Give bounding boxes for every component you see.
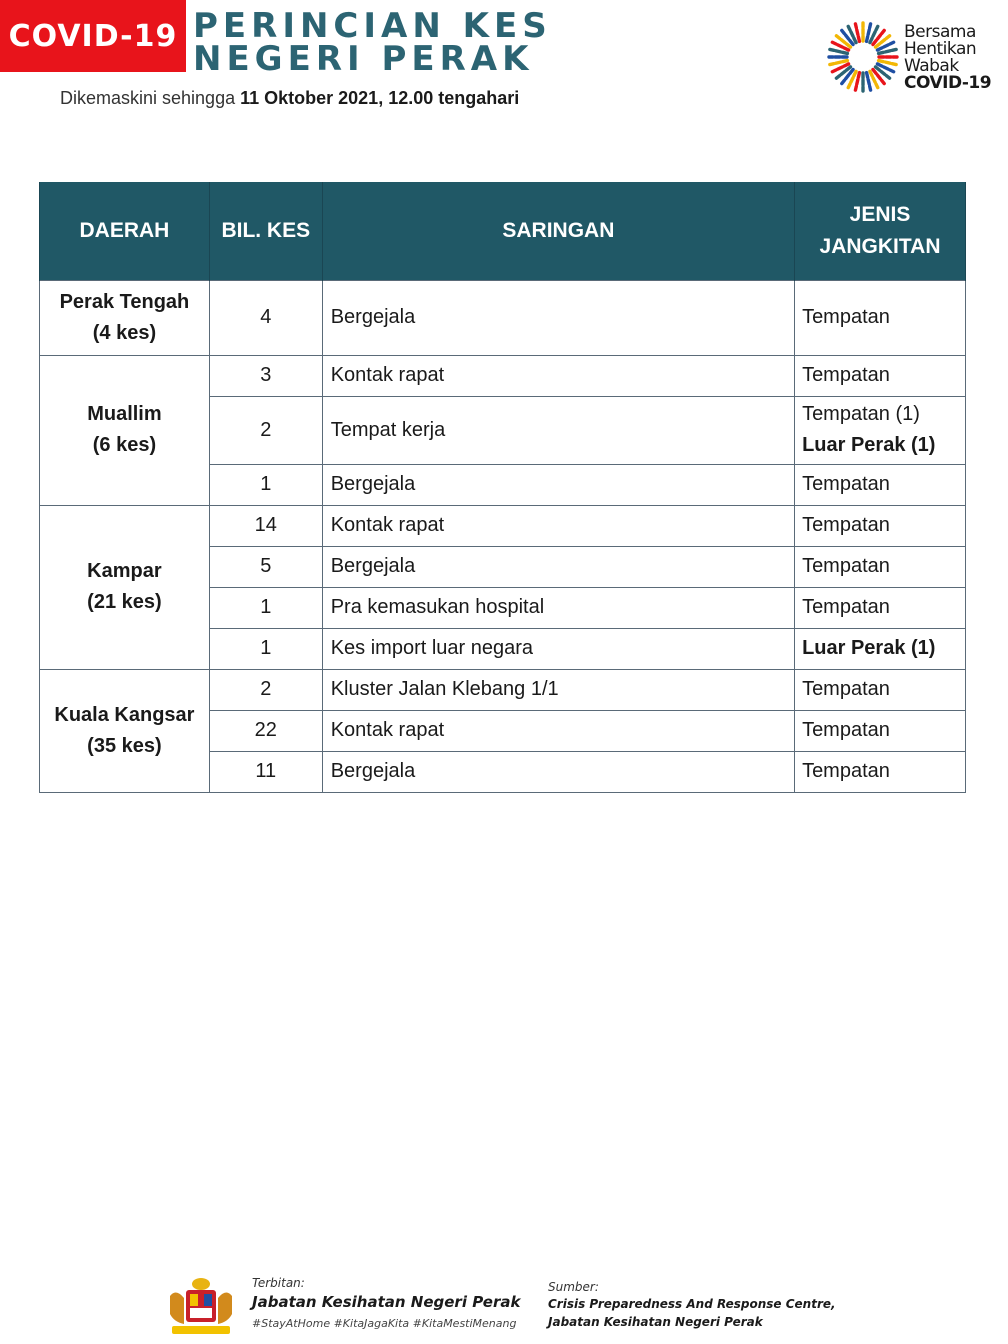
- district-total: (35 kes): [87, 734, 162, 757]
- case-table: [39, 182, 966, 793]
- screening-type: Kontak rapat: [322, 710, 794, 751]
- title-line-1: PERINCIAN KES: [193, 6, 552, 46]
- header-jenis-line-2: JANGKITAN: [819, 234, 941, 258]
- district-name: Muallim: [87, 403, 162, 425]
- district-cell: [40, 355, 210, 505]
- district-total: (6 kes): [92, 434, 157, 456]
- burst-logo-icon: [826, 18, 900, 96]
- district-cell: [40, 505, 210, 669]
- case-count: 1: [209, 587, 322, 628]
- infection-type: Tempatan: [802, 364, 890, 386]
- case-count: 2: [209, 669, 322, 710]
- infection-type: Tempatan: [802, 555, 890, 577]
- case-count: 4: [209, 280, 322, 355]
- table-body: [40, 280, 966, 792]
- page-title: [193, 6, 552, 79]
- infection-type: Tempatan (1): [802, 403, 920, 425]
- infection-type: Tempatan: [802, 473, 890, 495]
- infection-type: Tempatan: [802, 760, 890, 782]
- header-jenis-jangkitan: [795, 182, 966, 280]
- screening-type: Bergejala: [322, 280, 794, 355]
- case-count: 1: [209, 464, 322, 505]
- district-name: Perak Tengah: [59, 290, 190, 313]
- campaign-line-2: Hentikan: [904, 39, 977, 59]
- district-name: Kampar: [87, 560, 162, 582]
- header-daerah: DAERAH: [40, 182, 210, 280]
- table-row: [40, 355, 966, 396]
- infection-type-cell: [795, 587, 966, 628]
- title-line-2: NEGERI PERAK: [193, 39, 534, 79]
- source-label: Sumber:: [548, 1280, 599, 1294]
- case-count: 1: [209, 628, 322, 669]
- header-saringan: SARINGAN: [322, 182, 794, 280]
- update-timestamp: [60, 88, 519, 109]
- table-row: [40, 505, 966, 546]
- infection-type: Tempatan: [802, 678, 890, 700]
- district-name: Kuala Kangsar: [54, 703, 195, 726]
- screening-type: Kontak rapat: [322, 505, 794, 546]
- screening-type: Bergejala: [322, 546, 794, 587]
- campaign-line-3: Wabak: [904, 56, 959, 76]
- screening-type: Tempat kerja: [322, 396, 794, 464]
- table-row: [40, 280, 966, 355]
- district-total: (21 kes): [87, 591, 162, 613]
- screening-type: Kes import luar negara: [322, 628, 794, 669]
- infection-type: Tempatan: [802, 514, 890, 536]
- infection-type-extra: Luar Perak (1): [802, 434, 936, 456]
- screening-type: Bergejala: [322, 751, 794, 792]
- hashtags: #StayAtHome #KitaJagaKita #KitaMestiMenang: [252, 1317, 517, 1330]
- infection-type: Luar Perak (1): [802, 637, 936, 659]
- infection-type-cell: [795, 396, 966, 464]
- case-count: 5: [209, 546, 322, 587]
- screening-type: Pra kemasukan hospital: [322, 587, 794, 628]
- publisher-name: Jabatan Kesihatan Negeri Perak: [252, 1293, 521, 1311]
- district-total: (4 kes): [92, 321, 157, 344]
- campaign-line-1: Bersama: [904, 22, 976, 42]
- infection-type: Tempatan: [802, 719, 890, 741]
- district-cell: [40, 669, 210, 792]
- district-cell: [40, 280, 210, 355]
- header-bil-kes: BIL. KES: [209, 182, 322, 280]
- updated-prefix: Dikemaskini sehingga: [60, 88, 236, 108]
- infection-type-cell: [795, 505, 966, 546]
- coat-of-arms-icon: [162, 1276, 240, 1338]
- infection-type-cell: [795, 464, 966, 505]
- infection-type: Tempatan: [802, 596, 890, 618]
- table-row: [40, 669, 966, 710]
- source-line-2: Jabatan Kesihatan Negeri Perak: [548, 1315, 763, 1329]
- footer-publisher: [252, 1276, 520, 1330]
- case-count: 11: [209, 751, 322, 792]
- footer-source: [548, 1280, 836, 1330]
- infection-type-cell: [795, 751, 966, 792]
- screening-type: Kontak rapat: [322, 355, 794, 396]
- campaign-logo: [826, 18, 1001, 100]
- infection-type: Tempatan: [802, 306, 890, 328]
- infection-type-cell: [795, 355, 966, 396]
- case-count: 2: [209, 396, 322, 464]
- screening-type: Bergejala: [322, 464, 794, 505]
- infection-type-cell: [795, 710, 966, 751]
- table-header-row: [40, 182, 966, 280]
- campaign-text: [904, 24, 991, 92]
- infection-type-cell: [795, 628, 966, 669]
- case-count: 22: [209, 710, 322, 751]
- campaign-line-4: COVID-19: [904, 73, 992, 93]
- case-count: 3: [209, 355, 322, 396]
- updated-date: 11 Oktober 2021, 12.00 tengahari: [240, 88, 520, 108]
- infection-type-cell: [795, 546, 966, 587]
- header-jenis-line-1: JENIS: [849, 202, 911, 226]
- infection-type-cell: [795, 280, 966, 355]
- screening-type: Kluster Jalan Klebang 1/1: [322, 669, 794, 710]
- publisher-label: Terbitan:: [252, 1276, 305, 1290]
- case-count: 14: [209, 505, 322, 546]
- covid-badge: COVID-19: [0, 0, 186, 72]
- source-line-1: Crisis Preparedness And Response Centre,: [548, 1297, 836, 1311]
- infection-type-cell: [795, 669, 966, 710]
